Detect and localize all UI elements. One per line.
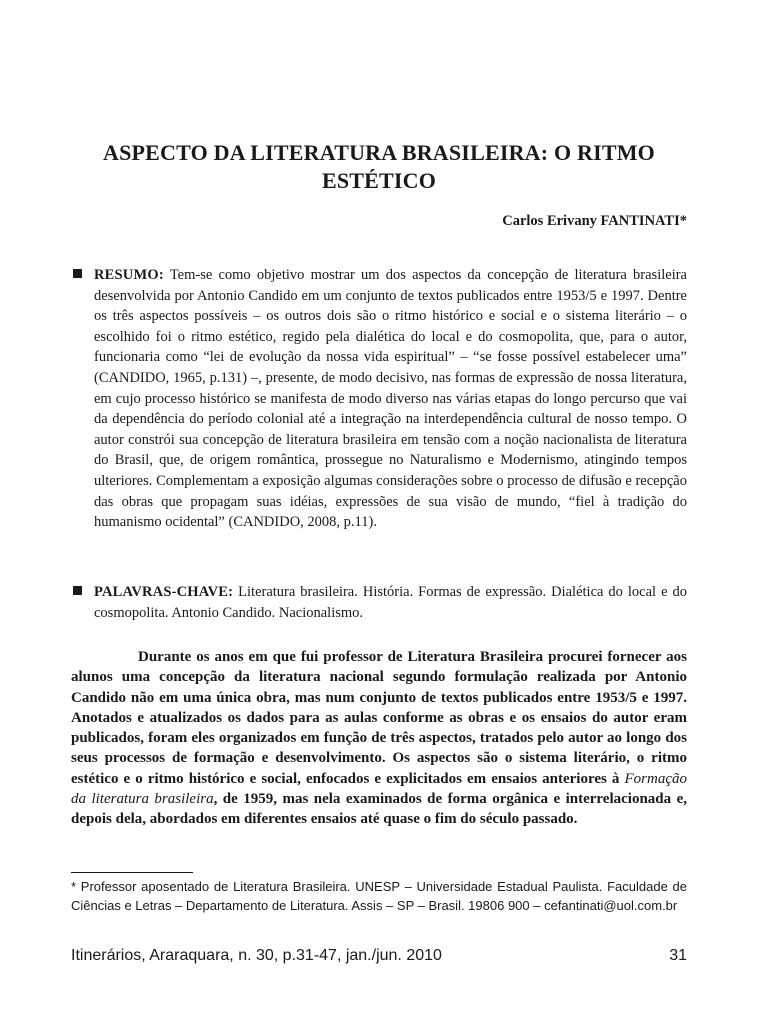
article-title: ASPECTO DA LITERATURA BRASILEIRA: O RITMO ESTÉTICO bbox=[103, 139, 655, 193]
footnote-divider bbox=[71, 872, 193, 873]
body-text-after: , de 1959, mas nela examinados de forma orgânica e interrelacionada e, depois dela, abordados em diferentes ensaios até quase o fim do século passado. bbox=[71, 791, 687, 828]
author-name: Carlos Erivany FANTINATI* bbox=[502, 213, 687, 229]
square-bullet-icon bbox=[73, 586, 82, 595]
cited-work-title: Formação da literatura brasileira bbox=[71, 770, 687, 808]
footnote: * Professor aposentado de Literatura Brasileira. UNESP – Universidade Estadual Paulista. Faculdade de Ciências e Letras – Departamento de Literatura. Assis – SP – Brasil. 19806 900 – cefantinati@uol.com.br bbox=[71, 879, 687, 913]
running-footer bbox=[71, 947, 687, 965]
keywords-paragraph bbox=[94, 582, 687, 623]
keywords-label: PALAVRAS-CHAVE: bbox=[94, 584, 234, 600]
abstract-paragraph bbox=[94, 265, 687, 533]
square-bullet-icon bbox=[73, 269, 82, 278]
abstract-label: RESUMO: bbox=[94, 267, 164, 283]
journal-citation: Itinerários, Araraquara, n. 30, p.31-47, jan./jun. 2010 bbox=[71, 947, 442, 964]
keywords-block bbox=[71, 582, 687, 623]
body-text-before: Durante os anos em que fui professor de Literatura Brasileira procurei fornecer aos alunos uma concepção da literatura nacional segundo formulação realizada por Antonio Candido não em uma única obra, mas num conjunto de textos publicados entre 1953/5 e 1997. Anotados e atualizados os dados para as aulas conforme as obras e os ensaios do autor eram publicados, foram eles organizados em função de três aspectos, tratados pelo autor ao longo dos seus processos de formação e desenvolvimento. Os aspectos são o sistema literário, o ritmo estético e o ritmo histórico e social, enfocados e explicitados em ensaios anteriores à bbox=[71, 649, 687, 787]
abstract-block bbox=[71, 265, 687, 533]
keywords-text: Literatura brasileira. História. Formas de expressão. Dialética do local e do cosmopolita. Antonio Candido. Nacionalismo. bbox=[94, 584, 687, 621]
journal-page bbox=[71, 0, 687, 1024]
abstract-text: Tem-se como objetivo mostrar um dos aspectos da concepção de literatura brasileira desenvolvida por Antonio Candido em um conjunto de textos publicados entre 1953/5 e 1997. Dentre os três aspectos possíveis – os outros dois são o ritmo histórico e social e o sistema literário – o escolhido foi o ritmo estético, regido pela dialética do local e do cosmopolita, que, para o autor, funcionaria como “lei de evolução da nossa vida espiritual” – “se fosse possível estabelecer uma” (CANDIDO, 1965, p.131) –, presente, de modo decisivo, nas formas de expressão de nossa literatura, em cujo processo histórico se manifesta de modo diverso nas várias etapas do longo percurso que vai da dependência do período colonial até a integração na interdependência cultural de nosso tempo. O autor constrói sua concepção de literatura brasileira em tensão com a noção nacionalista de literatura do Brasil, que, de origem romântica, prossegue no Naturalismo e Modernismo, atingindo tempos ulteriores. Complementam a exposição algumas considerações sobre o processo de difusão e recepção das obras que propagam suas idéias, expressões de sua visão de mundo, “fiel à tradição do humanismo ocidental” (CANDIDO, 2008, p.11). bbox=[94, 267, 687, 531]
body-paragraph bbox=[71, 647, 687, 830]
page-number: 31 bbox=[669, 947, 687, 964]
